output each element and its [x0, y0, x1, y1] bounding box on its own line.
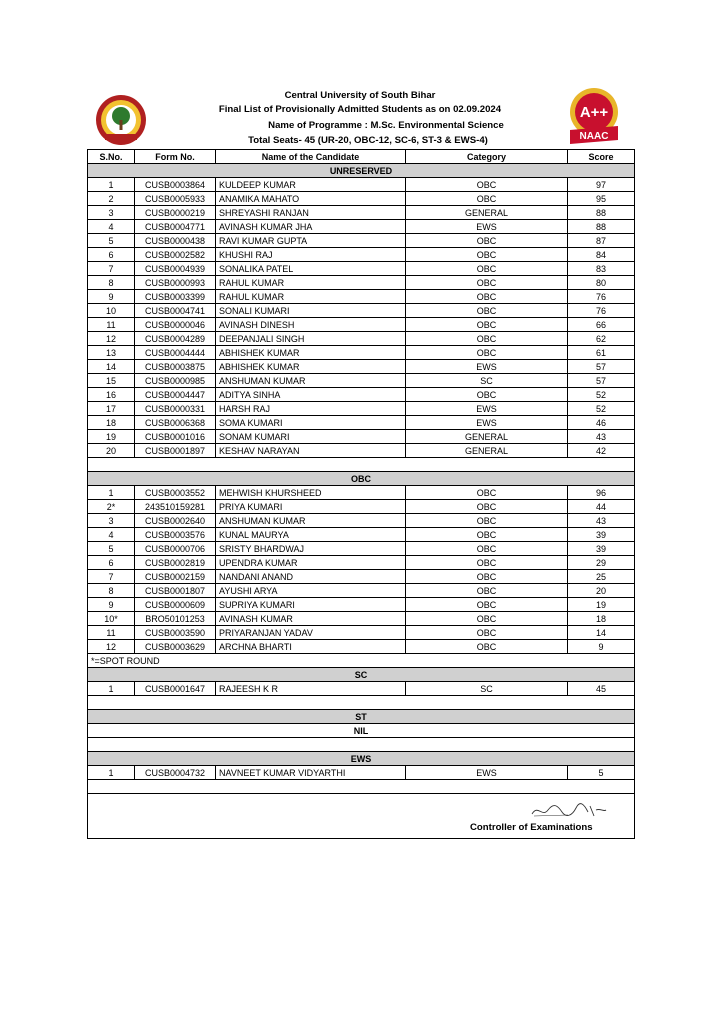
cell-sno: 2: [88, 192, 135, 206]
cell-form-no: CUSB0003864: [135, 178, 216, 192]
cell-candidate-name: ANSHUMAN KUMAR: [216, 374, 406, 388]
cell-sno: 12: [88, 640, 135, 654]
cell-form-no: CUSB0000331: [135, 402, 216, 416]
cell-category: OBC: [406, 262, 568, 276]
cell-form-no: CUSB0003576: [135, 528, 216, 542]
table-row: [88, 318, 635, 332]
cell-score: 43: [568, 430, 635, 444]
table-row: [88, 626, 635, 640]
cell-sno: 1: [88, 178, 135, 192]
cell-form-no: CUSB0000706: [135, 542, 216, 556]
cell-category: OBC: [406, 542, 568, 556]
section-header-st: [88, 710, 635, 724]
list-title: Final List of Provisionally Admitted Students as on 02.09.2024: [218, 104, 502, 115]
cell-sno: 6: [88, 556, 135, 570]
cell-sno: 3: [88, 514, 135, 528]
table-row: [88, 612, 635, 626]
cell-category: OBC: [406, 500, 568, 514]
cell-score: 45: [568, 682, 635, 696]
cell-candidate-name: PRIYA KUMARI: [216, 500, 406, 514]
cell-form-no: CUSB0000046: [135, 318, 216, 332]
blank-row: [88, 738, 635, 752]
cell-sno: 8: [88, 584, 135, 598]
cell-candidate-name: AVINASH DINESH: [216, 318, 406, 332]
cell-category: OBC: [406, 626, 568, 640]
cell-form-no: CUSB0001897: [135, 444, 216, 458]
cell-candidate-name: HARSH RAJ: [216, 402, 406, 416]
cell-sno: 14: [88, 360, 135, 374]
cell-score: 88: [568, 206, 635, 220]
cell-candidate-name: SHREYASHI RANJAN: [216, 206, 406, 220]
cell-category: OBC: [406, 556, 568, 570]
section-header-sc: [88, 668, 635, 682]
cell-candidate-name: RAHUL KUMAR: [216, 276, 406, 290]
cell-score: 19: [568, 598, 635, 612]
table-row: [88, 556, 635, 570]
table-row: [88, 500, 635, 514]
cell-candidate-name: ANSHUMAN KUMAR: [216, 514, 406, 528]
cell-candidate-name: ARCHNA BHARTI: [216, 640, 406, 654]
signature-image: [528, 798, 608, 822]
cell-form-no: CUSB0001647: [135, 682, 216, 696]
cell-sno: 10*: [88, 612, 135, 626]
cell-sno: 2*: [88, 500, 135, 514]
cell-category: OBC: [406, 584, 568, 598]
table-row: [88, 402, 635, 416]
cell-score: 62: [568, 332, 635, 346]
table-row: [88, 682, 635, 696]
blank-cell: [88, 458, 635, 472]
cell-candidate-name: KHUSHI RAJ: [216, 248, 406, 262]
cell-category: OBC: [406, 248, 568, 262]
naac-badge-icon: [566, 86, 622, 150]
table-row: [88, 248, 635, 262]
cell-form-no: CUSB0002640: [135, 514, 216, 528]
table-row: [88, 486, 635, 500]
cell-category: OBC: [406, 346, 568, 360]
cell-score: 20: [568, 584, 635, 598]
cell-form-no: CUSB0004444: [135, 346, 216, 360]
table-row: [88, 332, 635, 346]
table-row: [88, 570, 635, 584]
cell-form-no: CUSB0002159: [135, 570, 216, 584]
cell-category: OBC: [406, 332, 568, 346]
cell-score: 39: [568, 528, 635, 542]
col-header-form-no: Form No.: [135, 150, 216, 164]
cell-form-no: CUSB0004732: [135, 766, 216, 780]
footer-cell: [88, 794, 635, 839]
cell-sno: 19: [88, 430, 135, 444]
cell-score: 44: [568, 500, 635, 514]
cell-candidate-name: NANDANI ANAND: [216, 570, 406, 584]
cell-sno: 6: [88, 248, 135, 262]
cell-score: 57: [568, 374, 635, 388]
cell-form-no: CUSB0001807: [135, 584, 216, 598]
cell-candidate-name: ABHISHEK KUMAR: [216, 360, 406, 374]
cell-category: EWS: [406, 402, 568, 416]
cell-score: 52: [568, 388, 635, 402]
cell-score: 52: [568, 402, 635, 416]
cell-sno: 16: [88, 388, 135, 402]
cell-score: 95: [568, 192, 635, 206]
cell-score: 25: [568, 570, 635, 584]
cell-score: 66: [568, 318, 635, 332]
cell-candidate-name: SRISTY BHARDWAJ: [216, 542, 406, 556]
table-row: [88, 290, 635, 304]
total-seats: Total Seats- 45 (UR-20, OBC-12, SC-6, ST-3 & EWS-4): [248, 135, 488, 146]
cell-sno: 15: [88, 374, 135, 388]
cell-form-no: CUSB0000438: [135, 234, 216, 248]
cell-score: 61: [568, 346, 635, 360]
table-row: [88, 640, 635, 654]
cell-score: 46: [568, 416, 635, 430]
cell-sno: 1: [88, 486, 135, 500]
cell-candidate-name: AYUSHI ARYA: [216, 584, 406, 598]
col-header-candidate-name: Name of the Candidate: [216, 150, 406, 164]
cell-form-no: CUSB0003590: [135, 626, 216, 640]
cell-candidate-name: PRIYARANJAN YADAV: [216, 626, 406, 640]
cell-form-no: 243510159281: [135, 500, 216, 514]
cell-category: EWS: [406, 360, 568, 374]
cell-category: OBC: [406, 486, 568, 500]
cell-form-no: CUSB0000985: [135, 374, 216, 388]
cell-category: OBC: [406, 388, 568, 402]
cell-sno: 20: [88, 444, 135, 458]
cell-score: 76: [568, 290, 635, 304]
cell-form-no: CUSB0006368: [135, 416, 216, 430]
table-row: [88, 346, 635, 360]
cell-form-no: CUSB0002582: [135, 248, 216, 262]
cell-candidate-name: RAHUL KUMAR: [216, 290, 406, 304]
cell-candidate-name: KUNAL MAURYA: [216, 528, 406, 542]
cell-score: 5: [568, 766, 635, 780]
blank-cell: [88, 696, 635, 710]
cell-candidate-name: ANAMIKA MAHATO: [216, 192, 406, 206]
cell-form-no: CUSB0000219: [135, 206, 216, 220]
cell-sno: 10: [88, 304, 135, 318]
cell-form-no: CUSB0000609: [135, 598, 216, 612]
cell-candidate-name: MEHWISH KHURSHEED: [216, 486, 406, 500]
cell-category: OBC: [406, 192, 568, 206]
cell-candidate-name: NAVNEET KUMAR VIDYARTHI: [216, 766, 406, 780]
cell-candidate-name: SUPRIYA KUMARI: [216, 598, 406, 612]
table-header-row: [88, 150, 635, 164]
nil-row: [88, 724, 635, 738]
cell-form-no: CUSB0002819: [135, 556, 216, 570]
table-row: [88, 444, 635, 458]
cell-form-no: CUSB0004447: [135, 388, 216, 402]
cell-category: OBC: [406, 570, 568, 584]
cell-form-no: CUSB0004939: [135, 262, 216, 276]
cell-form-no: CUSB0003552: [135, 486, 216, 500]
controller-of-examinations: Controller of Examinations: [470, 822, 593, 833]
cell-sno: 13: [88, 346, 135, 360]
table-row: [88, 276, 635, 290]
nil-text: NIL: [88, 724, 635, 738]
cell-score: 18: [568, 612, 635, 626]
cell-sno: 5: [88, 542, 135, 556]
cell-form-no: CUSB0001016: [135, 430, 216, 444]
cell-sno: 1: [88, 682, 135, 696]
cell-score: 43: [568, 514, 635, 528]
section-title: EWS: [88, 752, 635, 766]
cell-candidate-name: SONALI KUMARI: [216, 304, 406, 318]
programme-name: Name of Programme : M.Sc. Environmental Science: [268, 120, 504, 131]
table-row: [88, 220, 635, 234]
naac-grade-text: A++: [579, 104, 609, 121]
spot-round-note: *=SPOT ROUND: [88, 654, 635, 668]
cell-sno: 9: [88, 290, 135, 304]
cell-category: OBC: [406, 304, 568, 318]
table-row: [88, 304, 635, 318]
blank-row: [88, 780, 635, 794]
cell-sno: 7: [88, 570, 135, 584]
table-row: [88, 514, 635, 528]
cell-candidate-name: RAVI KUMAR GUPTA: [216, 234, 406, 248]
cell-category: OBC: [406, 528, 568, 542]
cell-category: OBC: [406, 290, 568, 304]
cell-category: GENERAL: [406, 430, 568, 444]
cell-score: 9: [568, 640, 635, 654]
table-row: [88, 584, 635, 598]
table-row: [88, 388, 635, 402]
cell-score: 42: [568, 444, 635, 458]
cell-sno: 3: [88, 206, 135, 220]
cell-score: 29: [568, 556, 635, 570]
cell-sno: 11: [88, 318, 135, 332]
cell-form-no: CUSB0004289: [135, 332, 216, 346]
cell-score: 14: [568, 626, 635, 640]
cell-category: OBC: [406, 234, 568, 248]
cell-score: 80: [568, 276, 635, 290]
cell-candidate-name: SONALIKA PATEL: [216, 262, 406, 276]
cell-category: OBC: [406, 514, 568, 528]
cell-score: 96: [568, 486, 635, 500]
table-row: [88, 360, 635, 374]
cell-form-no: CUSB0000993: [135, 276, 216, 290]
cell-category: OBC: [406, 318, 568, 332]
cell-score: 87: [568, 234, 635, 248]
col-header-score: Score: [568, 150, 635, 164]
section-header-unreserved: [88, 164, 635, 178]
cell-category: OBC: [406, 612, 568, 626]
cell-score: 57: [568, 360, 635, 374]
table-row: [88, 766, 635, 780]
col-header-sno: S.No.: [88, 150, 135, 164]
cell-form-no: CUSB0005933: [135, 192, 216, 206]
section-title: OBC: [88, 472, 635, 486]
cell-category: OBC: [406, 598, 568, 612]
cell-score: 88: [568, 220, 635, 234]
section-header-ews: [88, 752, 635, 766]
cell-sno: 12: [88, 332, 135, 346]
table-row: [88, 262, 635, 276]
cell-sno: 8: [88, 276, 135, 290]
cell-candidate-name: KULDEEP KUMAR: [216, 178, 406, 192]
col-header-category: Category: [406, 150, 568, 164]
cell-category: SC: [406, 682, 568, 696]
cell-score: 83: [568, 262, 635, 276]
table-row: [88, 206, 635, 220]
cell-candidate-name: ADITYA SINHA: [216, 388, 406, 402]
table-row: [88, 234, 635, 248]
cell-candidate-name: RAJEESH K R: [216, 682, 406, 696]
cell-category: GENERAL: [406, 206, 568, 220]
cell-form-no: CUSB0003399: [135, 290, 216, 304]
blank-cell: [88, 738, 635, 752]
table-row: [88, 374, 635, 388]
cell-form-no: BRO50101253: [135, 612, 216, 626]
cell-category: OBC: [406, 276, 568, 290]
section-header-obc: [88, 472, 635, 486]
cell-sno: 7: [88, 262, 135, 276]
table-body: [88, 164, 635, 794]
cell-candidate-name: AVINASH KUMAR JHA: [216, 220, 406, 234]
table-row: [88, 598, 635, 612]
table-row: [88, 528, 635, 542]
cell-sno: 4: [88, 220, 135, 234]
cell-candidate-name: SONAM KUMARI: [216, 430, 406, 444]
university-emblem-icon: [95, 94, 147, 146]
naac-label-text: NAAC: [579, 131, 609, 142]
cell-sno: 4: [88, 528, 135, 542]
table-row: [88, 430, 635, 444]
cell-category: EWS: [406, 416, 568, 430]
cell-form-no: CUSB0003875: [135, 360, 216, 374]
cell-category: OBC: [406, 640, 568, 654]
blank-cell: [88, 780, 635, 794]
cell-candidate-name: SOMA KUMARI: [216, 416, 406, 430]
cell-score: 76: [568, 304, 635, 318]
cell-sno: 18: [88, 416, 135, 430]
table-row: [88, 192, 635, 206]
cell-candidate-name: DEEPANJALI SINGH: [216, 332, 406, 346]
cell-form-no: CUSB0004741: [135, 304, 216, 318]
cell-category: GENERAL: [406, 444, 568, 458]
cell-sno: 17: [88, 402, 135, 416]
section-title: UNRESERVED: [88, 164, 635, 178]
cell-sno: 1: [88, 766, 135, 780]
cell-score: 97: [568, 178, 635, 192]
cell-category: EWS: [406, 766, 568, 780]
cell-candidate-name: UPENDRA KUMAR: [216, 556, 406, 570]
admission-list-table: [87, 149, 635, 839]
footer-row: [88, 794, 635, 839]
cell-sno: 11: [88, 626, 135, 640]
cell-sno: 5: [88, 234, 135, 248]
cell-form-no: CUSB0004771: [135, 220, 216, 234]
table-row: [88, 178, 635, 192]
cell-category: EWS: [406, 220, 568, 234]
cell-score: 39: [568, 542, 635, 556]
note-row: [88, 654, 635, 668]
section-title: ST: [88, 710, 635, 724]
university-name: Central University of South Bihar: [284, 90, 436, 101]
table-row: [88, 542, 635, 556]
cell-candidate-name: ABHISHEK KUMAR: [216, 346, 406, 360]
cell-sno: 9: [88, 598, 135, 612]
cell-candidate-name: AVINASH KUMAR: [216, 612, 406, 626]
cell-candidate-name: KESHAV NARAYAN: [216, 444, 406, 458]
cell-form-no: CUSB0003629: [135, 640, 216, 654]
cell-category: SC: [406, 374, 568, 388]
cell-score: 84: [568, 248, 635, 262]
table-row: [88, 416, 635, 430]
section-title: SC: [88, 668, 635, 682]
cell-category: OBC: [406, 178, 568, 192]
blank-row: [88, 696, 635, 710]
blank-row: [88, 458, 635, 472]
